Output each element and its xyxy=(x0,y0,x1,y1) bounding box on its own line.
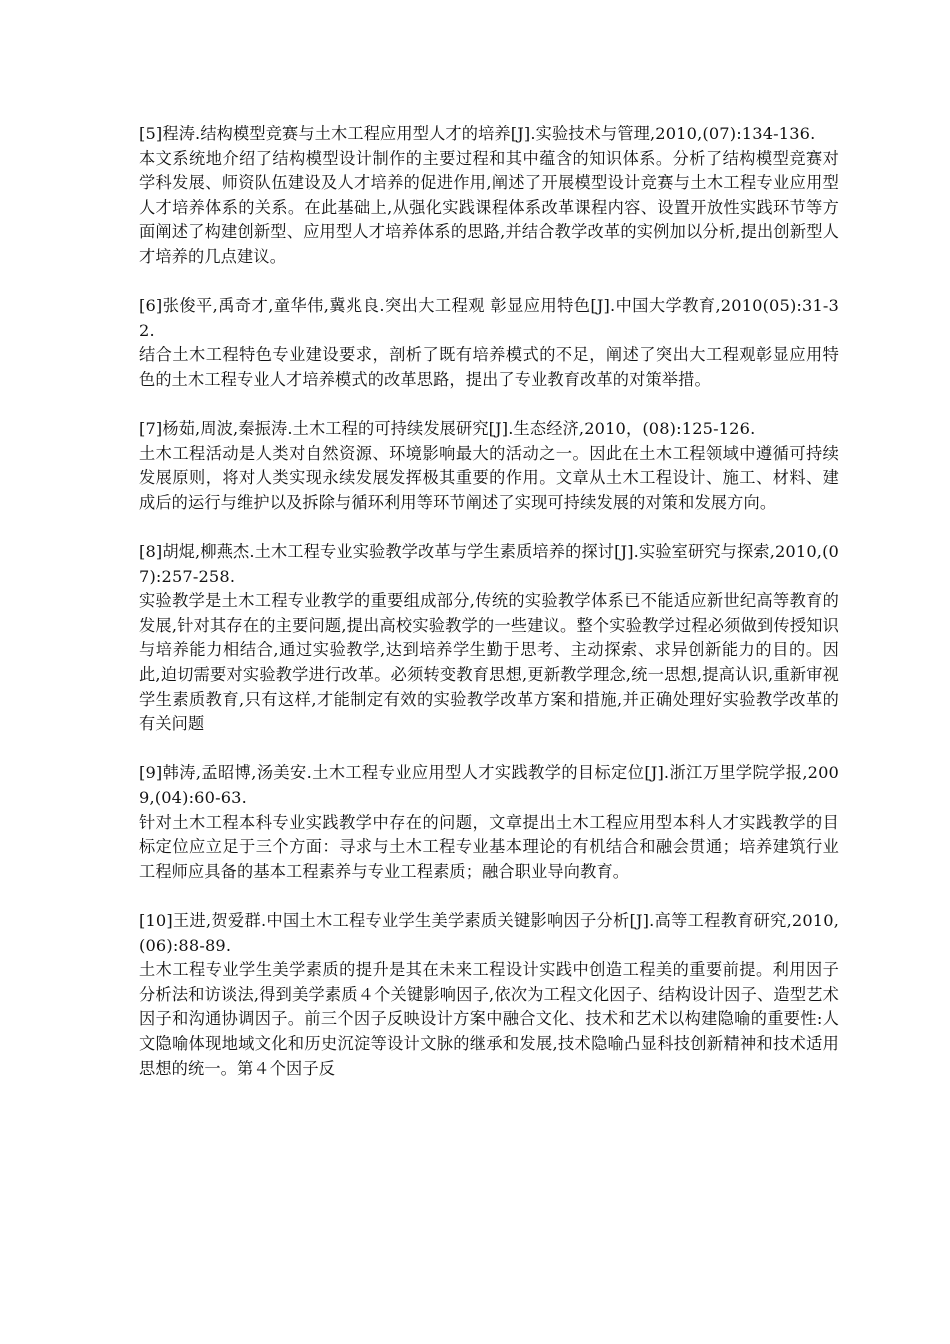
reference-citation: [9]韩涛,孟昭博,汤美安.土木工程专业应用型人才实践教学的目标定位[J].浙江万里学院学报,2009,(04):60-63. xyxy=(139,763,839,808)
reference-abstract: 土木工程活动是人类对自然资源、环境影响最大的活动之一。因此在土木工程领域中遵循可持续发展原则，将对人类实现永续发展发挥极其重要的作用。文章从土木工程设计、施工、材料、建成后的运行与维护以及拆除与循环利用等环节阐述了实现可持续发展的对策和发展方向。 xyxy=(139,443,839,512)
reference-citation: [5]程涛.结构模型竞赛与土木工程应用型人才的培养[J].实验技术与管理,2010,(07):134-136. xyxy=(139,124,816,143)
reference-entry-5 xyxy=(139,122,839,270)
reference-abstract: 本文系统地介绍了结构模型设计制作的主要过程和其中蕴含的知识体系。分析了结构模型竞赛对学科发展、师资队伍建设及人才培养的促进作用,阐述了开展模型设计竞赛与土木工程专业应用型人才培养体系的关系。在此基础上,从强化实践课程体系改革课程内容、设置开放性实践环节等方面阐述了构建创新型、应用型人才培养体系的思路,并结合教学改革的实例加以分析,提出创新型人才培养的几点建议。 xyxy=(139,148,839,266)
reference-entry-9 xyxy=(139,761,839,884)
reference-entry-6 xyxy=(139,294,839,392)
reference-entry-10 xyxy=(139,909,839,1081)
reference-entry-8 xyxy=(139,540,839,737)
reference-abstract: 实验教学是土木工程专业教学的重要组成部分,传统的实验教学体系已不能适应新世纪高等教育的发展,针对其存在的主要问题,提出高校实验教学的一些建议。整个实验教学过程必须做到传授知识与培养能力相结合,通过实验教学,达到培养学生勤于思考、主动探索、求异创新能力的目的。因此,迫切需要对实验教学进行改革。必须转变教育思想,更新教学理念,统一思想,提高认识,重新审视学生素质教育,只有这样,才能制定有效的实验教学改革方案和措施,并正确处理好实验教学改革的有关问题 xyxy=(139,591,839,734)
document-page xyxy=(139,122,839,1106)
reference-citation: [7]杨茹,周波,秦振涛.土木工程的可持续发展研究[J].生态经济,2010，(08):125-126. xyxy=(139,419,756,439)
reference-abstract: 针对土木工程本科专业实践教学中存在的问题，文章提出土木工程应用型本科人才实践教学的目标定位应立足于三个方面：寻求与土木工程专业基本理论的有机结合和融会贯通；培养建筑行业工程师应具备的基本工程素养与专业工程素质；融合职业导向教育。 xyxy=(139,812,839,881)
reference-citation: [10]王进,贺爱群.中国土木工程专业学生美学素质关键影响因子分析[J].高等工程教育研究,2010,(06):88-89. xyxy=(139,911,839,955)
reference-entry-7 xyxy=(139,417,839,515)
reference-citation: [6]张俊平,禹奇才,童华伟,冀兆良.突出大工程观 彰显应用特色[J].中国大学教育,2010(05):31-32. xyxy=(139,296,839,340)
reference-abstract: 土木工程专业学生美学素质的提升是其在未来工程设计实践中创造工程美的重要前提。利用因子分析法和访谈法,得到美学素质４个关键影响因子,依次为工程文化因子、结构设计因子、造型艺术因子和沟通协调因子。前三个因子反映设计方案中融合文化、技术和艺术以构建隐喻的重要性:人文隐喻体现地域文化和历史沉淀等设计文脉的继承和发展,技术隐喻凸显科技创新精神和技术适用思想的统一。第４个因子反 xyxy=(139,960,839,1078)
reference-abstract: 结合土木工程特色专业建设要求，剖析了既有培养模式的不足，阐述了突出大工程观彰显应用特色的土木工程专业人才培养模式的改革思路，提出了专业教育改革的对策举措。 xyxy=(139,345,839,389)
reference-citation: [8]胡焜,柳燕杰.土木工程专业实验教学改革与学生素质培养的探讨[J].实验室研究与探索,2010,(07):257-258. xyxy=(139,542,839,586)
